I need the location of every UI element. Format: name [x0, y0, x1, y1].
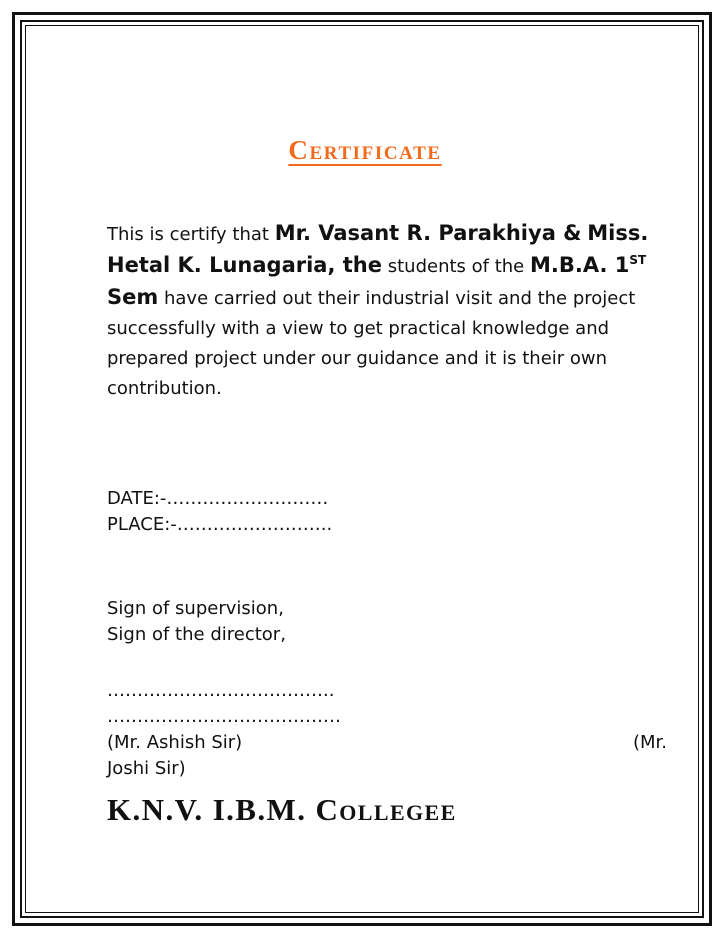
signer-right-continued: Joshi Sir)	[107, 758, 186, 779]
signer-row	[107, 730, 667, 756]
signature-dots-1: ………………………………..	[107, 680, 335, 701]
sign-director-label: Sign of the director,	[107, 624, 286, 645]
certificate-content	[107, 135, 667, 828]
certificate-body	[107, 218, 667, 404]
spacer	[107, 538, 667, 596]
rest-text: have carried out their industrial visit and the project successfully with a view to get practical knowledge and prepared project under our guidance and it is their own contribution.	[107, 288, 636, 399]
certificate-title-wrap	[107, 135, 667, 166]
student-name-2: Miss. Hetal K. Lunagaria, the	[107, 221, 649, 277]
signature-dots-2: …………………………………	[107, 706, 341, 727]
sem-text: Sem	[107, 285, 159, 309]
student-name-1: Mr. Vasant R. Parakhiya &	[274, 221, 582, 245]
signer-right: (Mr.	[632, 732, 667, 753]
spacer	[107, 404, 667, 486]
place-line: PLACE:-……………………..	[107, 514, 333, 535]
intro-text: This is certify that	[107, 224, 275, 245]
spacer	[107, 648, 667, 678]
sign-supervision-label: Sign of supervision,	[107, 598, 284, 619]
mid-text: students of the	[382, 256, 530, 277]
date-line: DATE:-………………………	[107, 488, 329, 509]
course-superscript: ST	[629, 253, 647, 267]
course-name: M.B.A. 1	[529, 253, 630, 277]
college-name: K.N.V. I.B.M. Collegee	[107, 792, 457, 827]
certificate-title: Certificate	[288, 135, 442, 165]
signer-left: (Mr. Ashish Sir)	[107, 732, 243, 753]
